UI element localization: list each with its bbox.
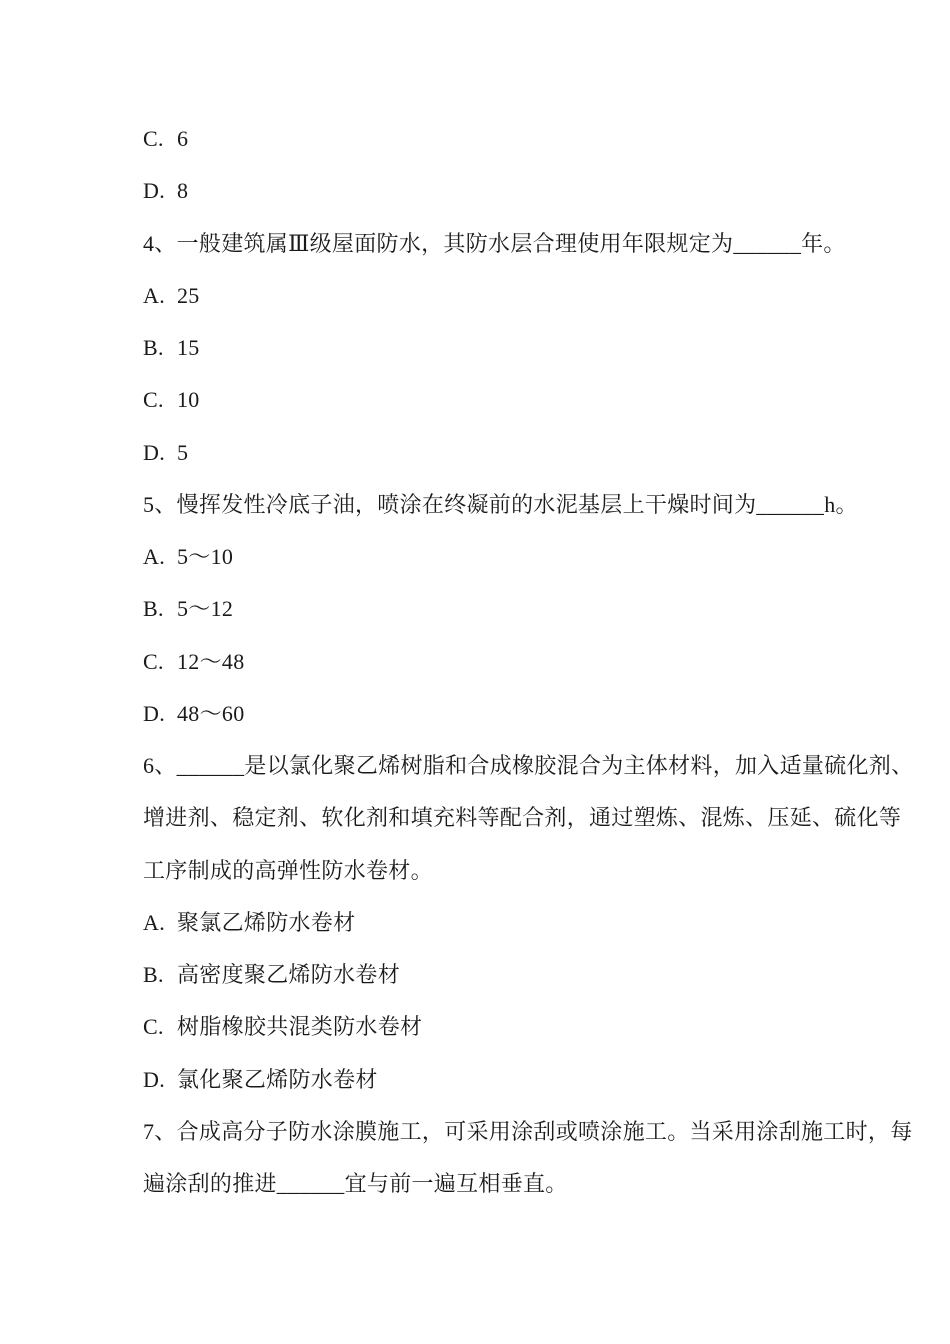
question-text-line	[143, 479, 913, 531]
option-row	[143, 688, 913, 740]
option-row	[143, 270, 913, 322]
option-value: 高密度聚乙烯防水卷材	[177, 962, 401, 987]
option-value: 8	[177, 178, 189, 204]
question-text: 工序制成的高弹性防水卷材。	[143, 857, 433, 883]
question-text-line	[143, 845, 913, 897]
option-row	[143, 165, 913, 217]
question-text: 7、合成高分子防水涂膜施工，可采用涂刮或喷涂施工。当采用涂刮施工时，每	[143, 1118, 913, 1144]
option-label: C.	[143, 126, 164, 151]
option-value: 5	[177, 439, 189, 465]
option-value: 氯化聚乙烯防水卷材	[177, 1066, 378, 1092]
option-value: 15	[177, 335, 200, 360]
option-value: 12～48	[177, 648, 245, 674]
option-value: 6	[177, 126, 189, 151]
option-label: B.	[143, 335, 164, 360]
question-text-line	[143, 740, 913, 792]
option-label: B.	[143, 962, 164, 987]
question-text: 5、慢挥发性冷底子油，喷涂在终凝前的水泥基层上干燥时间为______h。	[143, 491, 858, 517]
option-row	[143, 1001, 913, 1053]
option-row	[143, 531, 913, 583]
question-text: 遍涂刮的推进______宜与前一遍互相垂直。	[143, 1171, 568, 1196]
option-row	[143, 113, 913, 165]
option-value: 树脂橡胶共混类防水卷材	[177, 1014, 423, 1040]
option-row	[143, 636, 913, 688]
option-row	[143, 583, 913, 635]
question-text-line	[143, 1106, 913, 1158]
question-text-line	[143, 1158, 913, 1210]
question-text-line	[143, 792, 913, 844]
option-value: 5～10	[177, 544, 234, 569]
option-row	[143, 374, 913, 426]
option-row	[143, 1054, 913, 1106]
option-label: A.	[143, 909, 165, 935]
option-row	[143, 322, 913, 374]
option-label: D.	[143, 178, 165, 204]
option-label: C.	[143, 648, 164, 674]
option-value: 10	[177, 387, 200, 413]
option-value: 48～60	[177, 700, 245, 726]
option-row	[143, 897, 913, 949]
question-text: 增进剂、稳定剂、软化剂和填充料等配合剂，通过塑炼、混炼、压延、硫化等	[143, 805, 902, 831]
option-row	[143, 949, 913, 1001]
option-label: C.	[143, 1014, 164, 1040]
option-label: B.	[143, 596, 164, 622]
option-label: A.	[143, 282, 165, 308]
question-text: 4、一般建筑属Ⅲ级屋面防水，其防水层合理使用年限规定为______年。	[143, 230, 846, 256]
option-label: C.	[143, 387, 164, 413]
option-label: D.	[143, 700, 165, 726]
option-value: 聚氯乙烯防水卷材	[177, 909, 356, 935]
option-row	[143, 427, 913, 479]
option-label: A.	[143, 544, 165, 569]
exam-content	[143, 113, 913, 1210]
question-text: 6、______是以氯化聚乙烯树脂和合成橡胶混合为主体材料，加入适量硫化剂、	[143, 753, 914, 778]
question-text-line	[143, 218, 913, 270]
option-label: D.	[143, 1066, 165, 1092]
option-value: 5～12	[177, 596, 234, 622]
option-label: D.	[143, 439, 165, 465]
option-value: 25	[177, 282, 200, 308]
